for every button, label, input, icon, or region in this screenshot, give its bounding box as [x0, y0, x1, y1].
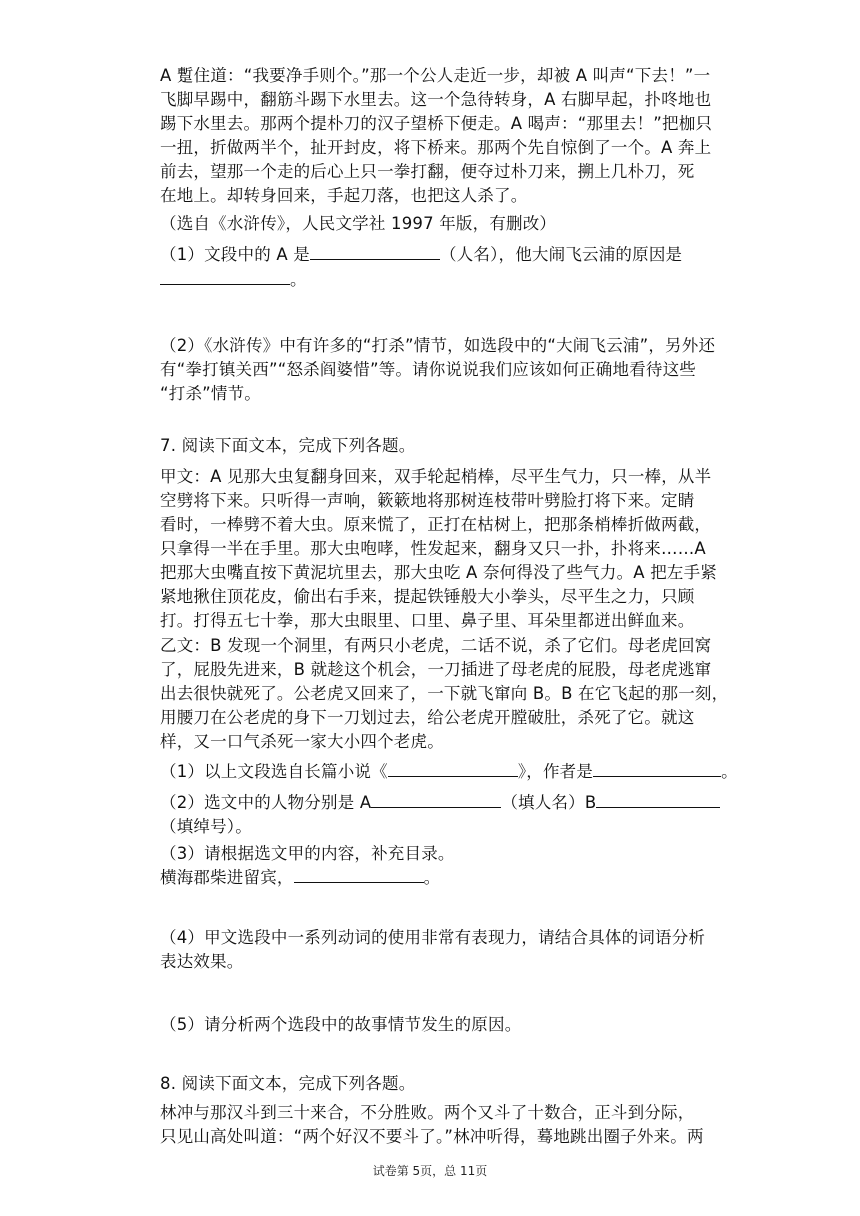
answer-blank-person[interactable] [371, 791, 501, 808]
yi-line: 样，又一口气杀死一家大小四个老虎。 [160, 732, 444, 751]
question-text: （填人名）B [501, 793, 597, 812]
passage-source: （选自《水浒传》，人民文学社 1997 年版，有删改） [160, 214, 557, 233]
question-7-2-cont: （填绰号）。 [160, 817, 252, 836]
question-6-2-line: “打杀”情节。 [160, 384, 261, 403]
question-text: （人名），他大闹飞云浦的原因是 [439, 245, 683, 264]
question-text: 》，作者是 [517, 762, 594, 781]
question-6-2-line: 有“拳打镇关西”“怒杀阎婆惜”等。请你说说我们应该如何正确地看待这些 [160, 360, 696, 379]
yi-line: 用腰刀在公老虎的身下一刀划过去，给公老虎开膛破肚，杀死了它。就这 [160, 708, 695, 727]
punctuation: 。 [721, 762, 738, 781]
question-7-3: （3）请根据选文甲的内容，补充目录。 [160, 844, 455, 863]
passage-line: A 蹔住道：“我要净手则个。”那一个公人走近一步，却被 A 叫声“下去！”一 [160, 66, 711, 85]
yi-line: 出去很快就死了。公老虎又回来了，一下就飞窜向 B。B 在它飞起的那一刻， [160, 684, 729, 703]
passage-line: 一扭，折做两半个，扯开封皮，将下桥来。那两个先自惊倒了一个。A 奔上 [160, 138, 712, 157]
jia-line: 打。打得五七十拳，那大虫眼里、口里、鼻子里、耳朵里都迸出鲜血来。 [160, 611, 695, 630]
punctuation: 。 [423, 868, 441, 887]
question-7-4-line: （4）甲文选段中一系列动词的使用非常有表现力，请结合具体的词语分析 [160, 928, 706, 947]
jia-line: 把那大虫嘴直按下黄泥坑里去，那大虫吃 A 奈何得没了些气力。A 把左手紧 [160, 563, 718, 582]
passage-line: 飞脚早踢中，翻筋斗踢下水里去。这一个急待转身，A 右脚早起，扑咚地也 [160, 90, 712, 109]
question-7-heading: 7. 阅读下面文本，完成下列各题。 [160, 436, 416, 455]
page-footer: 试卷第 5页，总 11页 [372, 1164, 488, 1178]
question-text: （1）文段中的 A 是 [160, 245, 310, 264]
question-7-5: （5）请分析两个选段中的故事情节发生的原因。 [160, 1015, 522, 1034]
question-7-2 [160, 791, 720, 815]
answer-blank-nickname[interactable] [596, 791, 720, 808]
q8-passage-line: 只见山高处叫道：“两个好汉不要斗了。”林冲听得，蓦地跳出圈子外来。两 [160, 1127, 704, 1146]
question-6-1 [160, 243, 682, 267]
question-6-1-cont [160, 268, 307, 292]
punctuation: 。 [290, 270, 307, 289]
q8-passage-line: 林冲与那汉斗到三十来合，不分胜败。两个又斗了十数合，正斗到分际， [160, 1103, 695, 1122]
jia-line: 看时，一棒劈不着大虫。原来慌了，正打在枯树上，把那条梢棒折做两截， [160, 515, 712, 534]
question-7-4-line: 表达效果。 [160, 952, 244, 971]
passage-line: 前去，望那一个走的后心上只一拳打翻，便夺过朴刀来，搠上几朴刀，死 [160, 162, 695, 181]
question-6-2-line: （2）《水浒传》中有许多的“打杀”情节，如选段中的“大闹飞云浦”，另外还 [160, 336, 716, 355]
question-8-heading: 8. 阅读下面文本，完成下列各题。 [160, 1074, 416, 1093]
jia-line: 空劈将下来。只听得一声响，簌簌地将那树连枝带叶劈脸打将下来。定睛 [160, 491, 695, 510]
answer-blank-author[interactable] [593, 760, 721, 777]
answer-blank-novel[interactable] [388, 760, 518, 777]
yi-line: 了，屁股先进来，B 就趁这个机会，一刀插进了母老虎的屁股，母老虎逃窜 [160, 660, 712, 679]
question-7-3-cont [160, 866, 440, 890]
answer-blank-name[interactable] [310, 243, 440, 260]
passage-line: 在地上。却转身回来，手起刀落，也把这人杀了。 [160, 186, 528, 205]
question-text: （2）选文中的人物分别是 A [160, 793, 372, 812]
answer-blank-chapter[interactable] [294, 866, 424, 883]
yi-line: 乙文：B 发现一个洞里，有两只小老虎，二话不说，杀了它们。母老虎回窝 [160, 636, 712, 655]
jia-line: 紧地揪住顶花皮，偷出右手来，提起铁锤般大小拳头，尽平生之力，只顾 [160, 587, 695, 606]
question-text: 横海郡柴进留宾， [160, 868, 294, 887]
question-7-1 [160, 760, 738, 784]
jia-line: 只拿得一半在手里。那大虫咆哮，性发起来，翻身又只一扑，扑将来……A [160, 539, 706, 558]
passage-line: 踢下水里去。那两个提朴刀的汉子望桥下便走。A 喝声：“那里去！”把枷只 [160, 114, 713, 133]
answer-blank-reason[interactable] [160, 268, 290, 285]
jia-line: 甲文：A 见那大虫复翻身回来，双手轮起梢棒，尽平生气力，只一棒，从半 [160, 467, 712, 486]
question-text: （1）以上文段选自长篇小说《 [160, 762, 388, 781]
